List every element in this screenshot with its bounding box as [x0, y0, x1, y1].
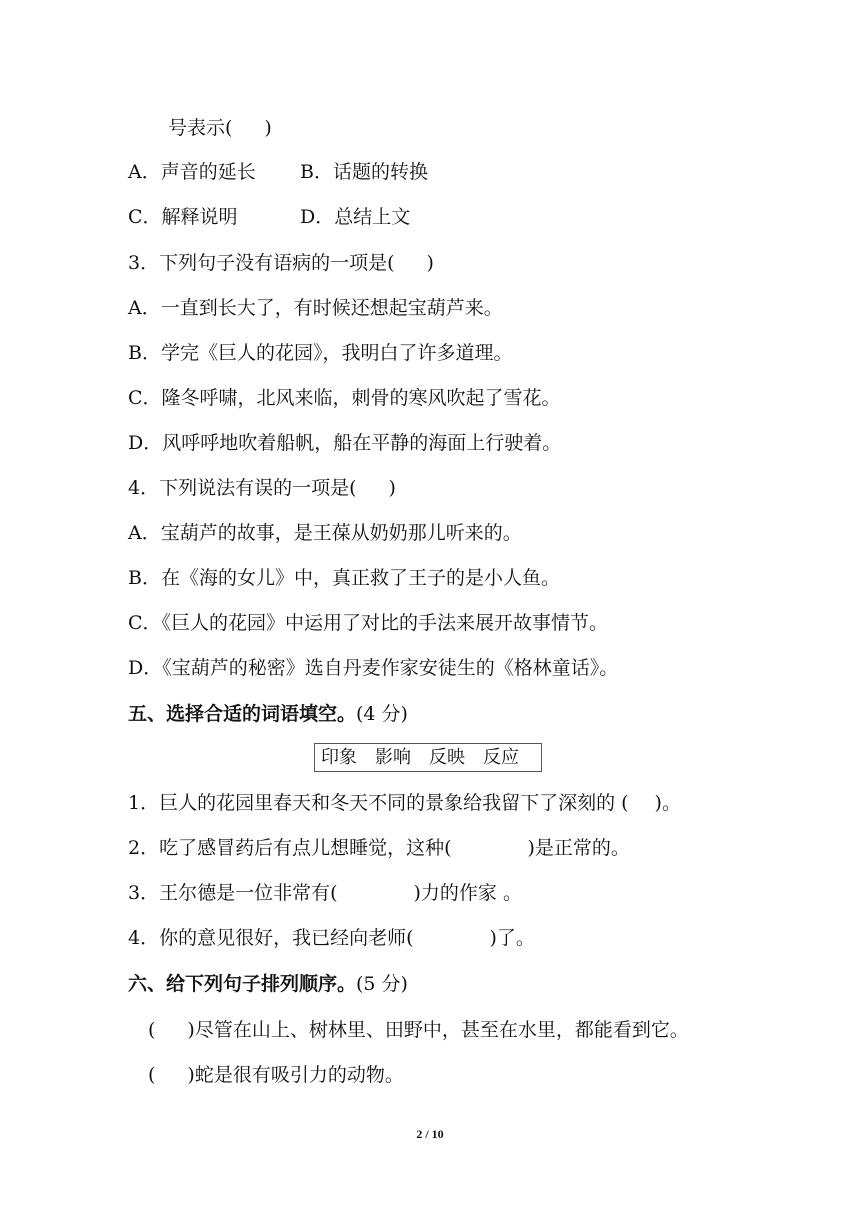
q3-option-b: B．学完《巨人的花园》，我明白了许多道理。	[128, 342, 513, 364]
section-5-item-4: 4．你的意见很好，我已经向老师( )了。	[128, 927, 535, 949]
page-number: 2 / 10	[416, 1127, 444, 1141]
q4-option-d: D．《宝葫芦的秘密》选自丹麦作家安徒生的《格林童话》。	[128, 657, 619, 679]
q4-option-b: B．在《海的女儿》中，真正救了王子的是小人鱼。	[128, 567, 560, 589]
section-6-heading: 六、给下列句子排列顺序。(5 分)	[128, 973, 408, 995]
word-bank-item: 反映	[429, 747, 465, 768]
word-bank-item: 反应	[483, 747, 519, 768]
q3-prompt: 3．下列句子没有语病的一项是( )	[128, 252, 434, 274]
q3-option-c: C．隆冬呼啸，北风来临，刺骨的寒风吹起了雪花。	[128, 387, 561, 409]
q2-option-d: D．总结上文	[300, 206, 411, 228]
q4-prompt: 4．下列说法有误的一项是( )	[128, 477, 396, 499]
section-5-item-1: 1．巨人的花园里春天和冬天不同的景象给我留下了深刻的 ( )。	[128, 792, 681, 814]
section-5-item-3: 3．王尔德是一位非常有( )力的作家 。	[128, 882, 522, 904]
q2-prompt-continuation: 号表示( )	[168, 117, 272, 139]
q2-option-c: C．解释说明	[128, 206, 238, 228]
word-bank-box	[314, 743, 542, 772]
q2-option-a: A．声音的延长	[128, 161, 256, 183]
q4-option-a: A．宝葫芦的故事，是王葆从奶奶那儿听来的。	[128, 522, 522, 544]
q3-option-d: D．风呼呼地吹着船帆，船在平静的海面上行驶着。	[128, 432, 562, 454]
section-5-heading: 五、选择合适的词语填空。(4 分)	[128, 703, 408, 725]
q2-option-b: B．话题的转换	[300, 161, 428, 183]
q4-option-c: C．《巨人的花园》中运用了对比的手法来展开故事情节。	[128, 612, 609, 634]
word-bank-item: 印象	[321, 747, 357, 768]
section-5-item-2: 2．吃了感冒药后有点儿想睡觉，这种( )是正常的。	[128, 837, 630, 859]
section-6-sentence-2: ( )蛇是很有吸引力的动物。	[148, 1064, 404, 1086]
q3-option-a: A．一直到长大了，有时候还想起宝葫芦来。	[128, 297, 503, 319]
section-6-sentence-1: ( )尽管在山上、树林里、田野中，甚至在水里，都能看到它。	[148, 1019, 689, 1041]
word-bank-item: 影响	[375, 747, 411, 768]
